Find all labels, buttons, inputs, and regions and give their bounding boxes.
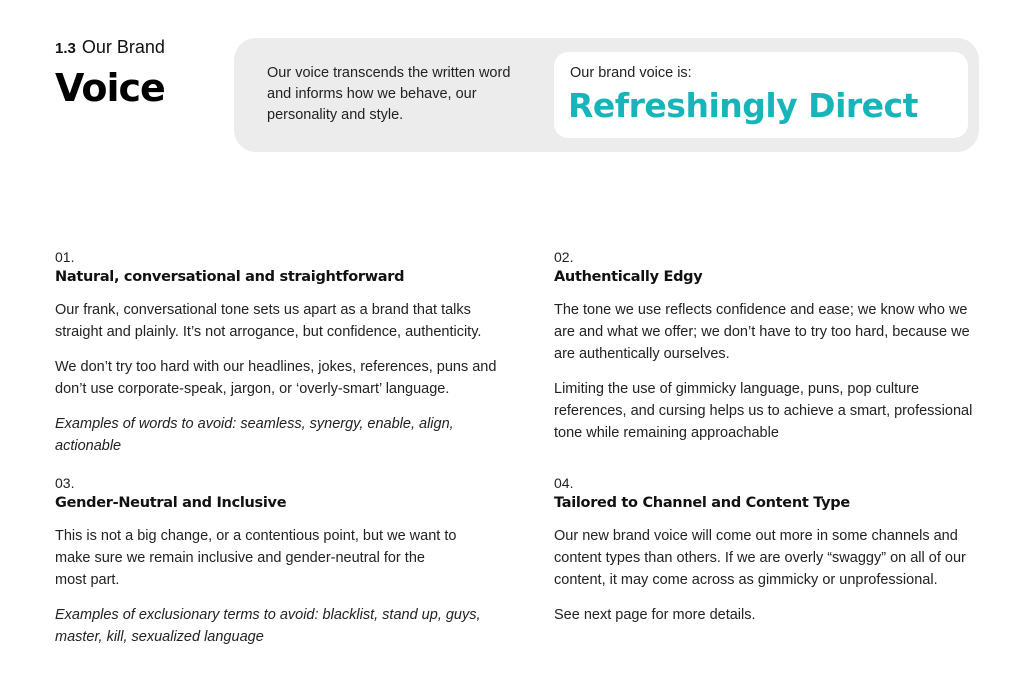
section-number: 1.3 xyxy=(55,40,76,57)
section-name: Our Brand xyxy=(81,37,165,57)
principle-number: 04. xyxy=(554,475,574,491)
page-title: Voice xyxy=(55,66,165,110)
principle-examples: Examples of words to avoid: seamless, synergy, enable, align, actionable xyxy=(55,416,454,454)
principle-number: 01. xyxy=(55,249,75,265)
principle-paragraph: The tone we use reflects confidence and ease; we know who we are and what we offer; we don’t have to try too hard, because we are authentically ourselves. xyxy=(554,302,970,362)
principle-natural-conversational xyxy=(55,248,505,457)
principle-title: Natural, conversational and straightforward xyxy=(55,269,405,285)
principle-tailored-channel xyxy=(554,474,1004,626)
principle-paragraph: We don’t try too hard with our headlines, jokes, references, puns and don’t use corporate-speak, jargon, or ‘overly-smart’ language. xyxy=(55,359,497,397)
principle-examples: Examples of exclusionary terms to avoid: blacklist, stand up, guys, master, kill, sexualized language xyxy=(55,607,481,645)
principle-paragraph: This is not a big change, or a contentious point, but we want to make sure we remain inclusive and gender-neutral for the most part. xyxy=(55,528,457,588)
principle-title: Gender-Neutral and Inclusive xyxy=(55,495,287,511)
brand-voice-label: Our brand voice is: xyxy=(570,65,692,81)
principle-authentically-edgy xyxy=(554,248,1004,444)
principle-title: Tailored to Channel and Content Type xyxy=(554,495,850,511)
principle-gender-neutral xyxy=(55,474,505,648)
principle-paragraph: Our frank, conversational tone sets us apart as a brand that talks straight and plainly. It’s not arrogance, but confidence, authenticity. xyxy=(55,302,482,340)
principle-title: Authentically Edgy xyxy=(554,269,703,285)
principle-paragraph: See next page for more details. xyxy=(554,607,756,623)
page-header xyxy=(55,36,165,110)
brand-voice-value: Refreshingly Direct xyxy=(568,86,918,125)
brand-voice-card xyxy=(554,52,968,138)
section-label xyxy=(55,36,165,60)
voice-description: Our voice transcends the written word and informs how we behave, our personality and style. xyxy=(267,65,511,123)
principle-paragraph: Our new brand voice will come out more in some channels and content types than others. If we are overly “swaggy” on all of our content, it may come across as gimmicky or unprofessional. xyxy=(554,528,966,588)
principle-number: 03. xyxy=(55,475,75,491)
principle-paragraph: Limiting the use of gimmicky language, puns, pop culture references, and cursing helps us to achieve a smart, professional tone while remaining approachable xyxy=(554,381,973,441)
brand-voice-panel xyxy=(234,38,979,152)
principle-number: 02. xyxy=(554,249,574,265)
